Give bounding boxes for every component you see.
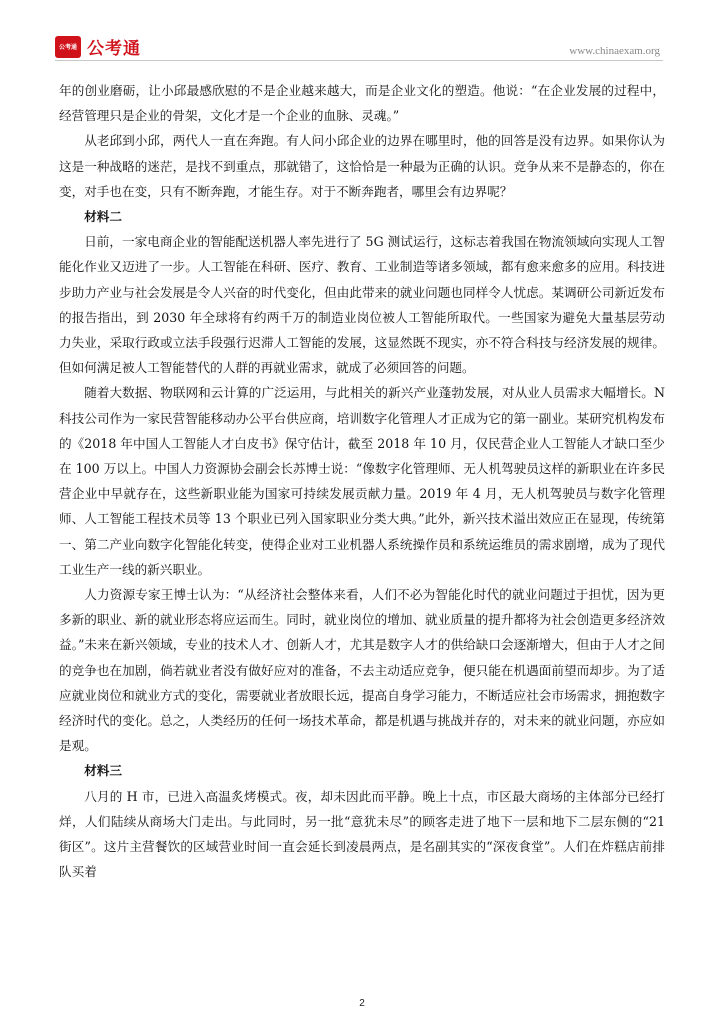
header-divider <box>55 60 663 61</box>
page-number: 2 <box>359 998 365 1009</box>
paragraph-4: 随着大数据、物联网和云计算的广泛运用，与此相关的新兴产业蓬勃发展，对从业人员需求大幅增长。N 科技公司作为一家民营智能移动办公平台供应商，培训数字化管理人才正成为它的第一副业。某研究机构发布的《2018 年中国人工智能人才白皮书》保守估计，截至 2018 年 10 月，仅民营企业人工智能人才缺口至少在 100 万以上。中国人力资源协会副会长苏博士说：“像数字化管理师、无人机驾驶员这样的新职业在许多民营企业中早就存在，这些新职业能为国家可持续发展贡献力量。2019 年 4 月，无人机驾驶员与数字化管理师、人工智能工程技术员等 13 个职业已列入国家职业分类大典。”此外，新兴技术溢出效应正在显现，传统第一、第二产业向数字化智能化转变，使得企业对工业机器人系统操作员和系统运维员的需求剧增，成为了现代工业生产一线的新兴职业。 <box>59 385 665 577</box>
section-heading-material-2: 材料二 <box>84 209 122 225</box>
paragraph-2: 从老邱到小邱，两代人一直在奔跑。有人问小邱企业的边界在哪里时，他的回答是没有边界。如果你认为这是一种战略的迷茫，是找不到重点，那就错了，这恰恰是一种最为正确的认识。竞争从来不是静态的，你在变，对手也在变，只有不断奔跑，才能生存。对于不断奔跑者，哪里会有边界呢？ <box>59 133 665 199</box>
logo-text: 公考通 <box>87 39 141 59</box>
paragraph-3: 日前，一家电商企业的智能配送机器人率先进行了 5G 测试运行，这标志着我国在物流领域向实现人工智能化作业又迈进了一步。人工智能在科研、医疗、教育、工业制造等诸多领域，都有愈来愈多的应用。科技进步助力产业与社会发展是令人兴奋的时代变化，但由此带来的就业问题也同样令人忧虑。某调研公司新近发布的报告指出，到 2030 年全球将有约两千万的制造业岗位被人工智能所取代。一些国家为避免大量基层劳动力失业，采取行政或立法手段强行迟滞人工智能的发展，这显然既不现实，亦不符合科技与经济发展的规律。但如何满足被人工智能替代的人群的再就业需求，就成了必须回答的问题。 <box>59 234 665 376</box>
site-url[interactable]: www.chinaexam.org <box>569 45 660 57</box>
section-heading-material-3: 材料三 <box>84 763 122 779</box>
site-logo[interactable] <box>55 34 141 59</box>
logo-badge-icon: 公考通 <box>55 36 81 58</box>
document-body <box>59 78 665 885</box>
paragraph-5: 人力资源专家王博士认为：“从经济社会整体来看，人们不必为智能化时代的就业问题过于担忧，因为更多新的职业、新的就业形态将应运而生。同时，就业岗位的增加、就业质量的提升都将为社会创造更多经济效益。”未来在新兴领域，专业的技术人才、创新人才，尤其是数字人才的供给缺口会逐渐增大，但由于人才之间的竞争也在加剧，倘若就业者没有做好应对的准备，不去主动适应竞争，便只能在机遇面前望而却步。为了适应就业岗位和就业方式的变化，需要就业者放眼长远，提高自身学习能力，不断适应社会市场需求，拥抱数字经济时代的变化。总之，人类经历的任何一场技术革命，都是机遇与挑战并存的，对未来的就业问题，亦应如是观。 <box>59 587 665 754</box>
paragraph-1: 年的创业磨砺，让小邱最感欣慰的不是企业越来越大，而是企业文化的塑造。他说：“在企业发展的过程中，经营管理只是企业的骨架，文化才是一个企业的血脉、灵魂。” <box>59 83 665 124</box>
paragraph-6: 八月的 H 市，已进入高温炙烤模式。夜，却未因此而平静。晚上十点，市区最大商场的主体部分已经打烊，人们陆续从商场大门走出。与此同时，另一批“意犹未尽”的顾客走进了地下一层和地下二层东侧的“21 街区”。这片主营餐饮的区域营业时间一直会延长到凌晨两点，是名副其实的“深夜食堂”。人们在炸糕店前排队买着 <box>59 788 665 880</box>
page-header <box>0 0 724 64</box>
